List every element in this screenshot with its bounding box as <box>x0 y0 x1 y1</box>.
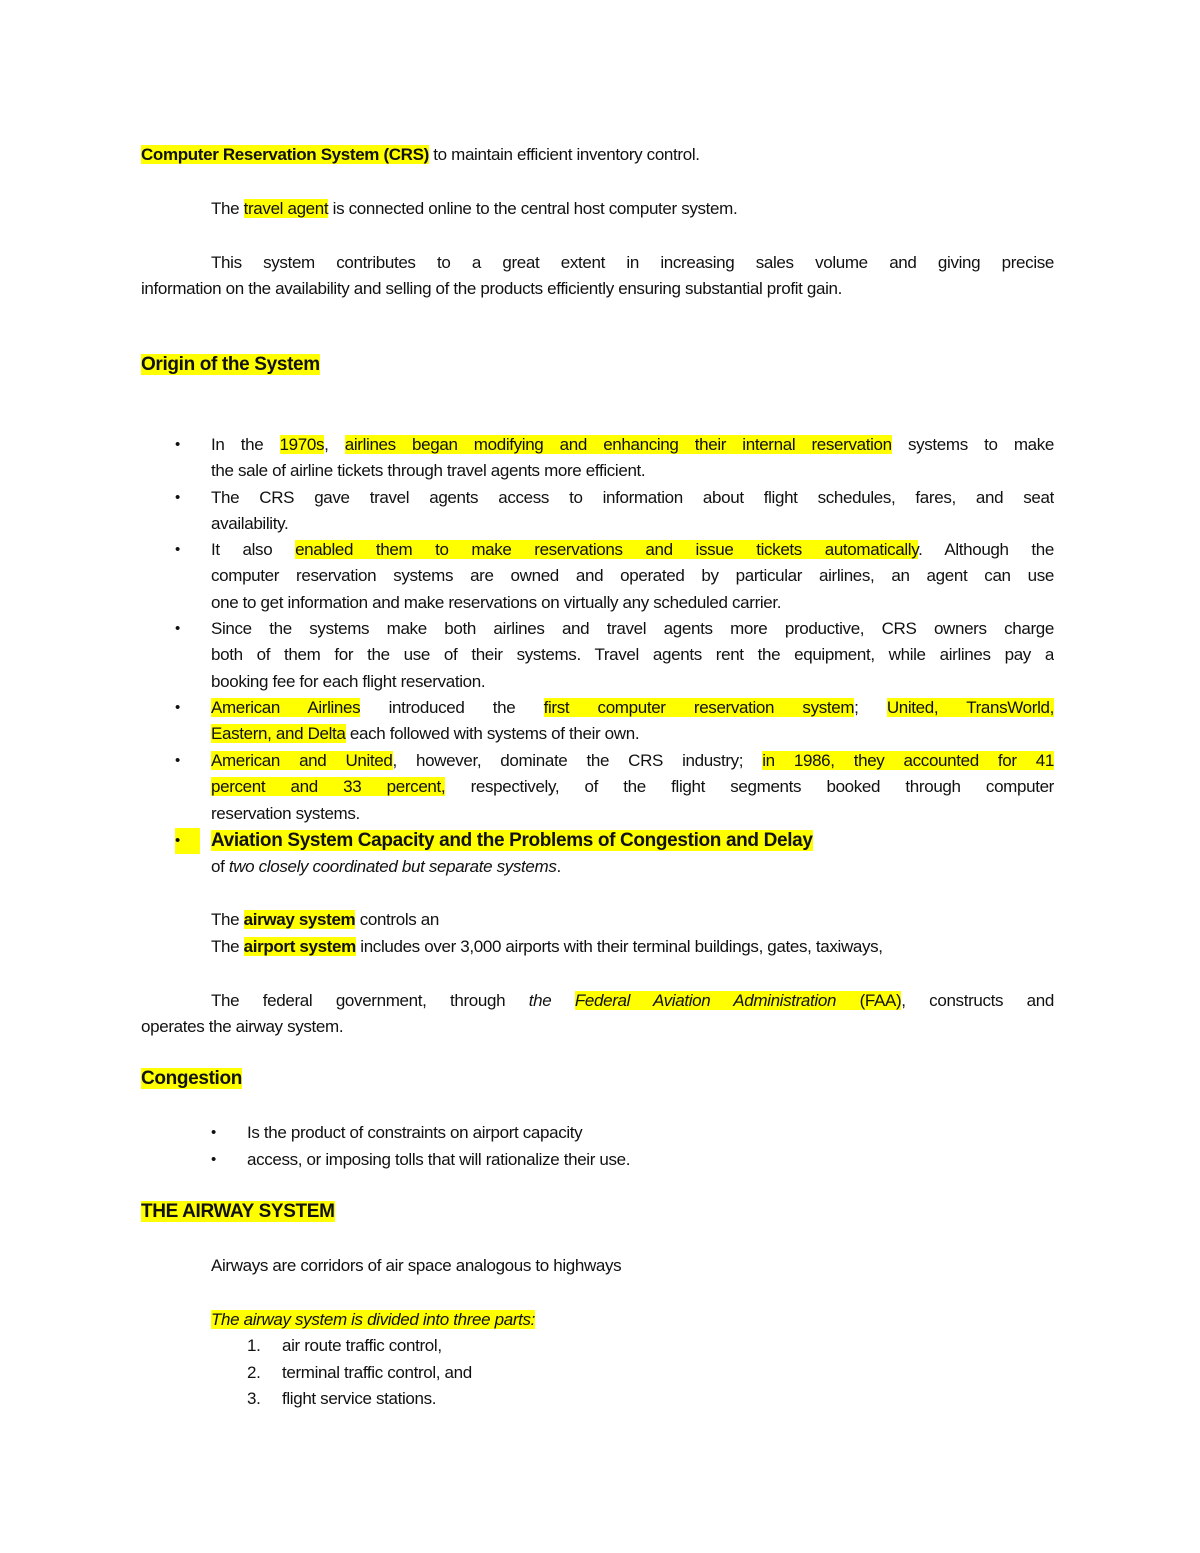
text-line <box>211 458 1054 484</box>
text-segment: the sale of airline tickets through travel agents more efficient. <box>211 461 646 481</box>
text-segment: . Although the <box>918 540 1054 559</box>
bullet-item-american-airlines <box>211 695 1054 748</box>
text-line <box>211 563 1054 589</box>
highlighted-text: airway system <box>243 910 356 929</box>
text-segment: Is the product of constraints on airport capacity <box>247 1123 583 1142</box>
text-line <box>211 590 1054 616</box>
highlighted-text: 1970s <box>279 435 325 454</box>
text-line <box>141 250 1054 276</box>
text-segment: Since the systems make both airlines and travel agents more productive, CRS owners charge <box>211 619 1054 638</box>
text-segment: information on the availability and selling of the products efficiently ensuring substantial profit gain. <box>141 279 842 299</box>
text-segment: computer reservation systems are owned and operated by particular airlines, an agent can use <box>211 566 1054 586</box>
text-line <box>141 1066 242 1092</box>
list-number: 1. <box>247 1336 261 1355</box>
text-segment: , constructs and <box>901 991 1054 1010</box>
text-line <box>141 142 1054 168</box>
text-line <box>211 721 1054 747</box>
text-segment: two closely coordinated but separate systems <box>228 857 557 876</box>
text-segment: is connected online to the central host computer system. <box>328 199 738 218</box>
highlighted-text: United, TransWorld, <box>886 698 1054 717</box>
bullet-icon: • <box>211 1151 216 1168</box>
text-segment: . <box>556 857 561 876</box>
text-line <box>247 1147 630 1173</box>
congestion-item-2 <box>247 1147 630 1173</box>
text-segment: respectively, of the flight segments booked through computer <box>445 777 1054 797</box>
text-segment: to maintain efficient inventory control. <box>428 145 700 164</box>
bullet-icon: • <box>175 699 180 716</box>
text-segment: This system contributes to a great extent in increasing sales volume and giving precise <box>211 253 1054 272</box>
bullet-icon: • <box>211 1124 216 1141</box>
airport-system-line <box>211 934 883 960</box>
three-parts-line <box>211 1307 535 1333</box>
bullet-item-crs-access <box>211 485 1054 538</box>
travel-agent-paragraph <box>211 196 1054 222</box>
bullet-item-1970s <box>211 432 1054 485</box>
contributes-paragraph <box>141 250 1054 303</box>
highlighted-text: American and United <box>211 751 393 770</box>
text-line <box>211 854 561 880</box>
text-line <box>211 934 883 960</box>
list-item-air-route <box>282 1333 442 1359</box>
highlighted-text: first computer reservation system <box>543 698 855 717</box>
text-segment: the <box>528 991 575 1010</box>
list-item-terminal <box>282 1360 472 1386</box>
airway-system-line <box>211 907 439 933</box>
text-line <box>211 801 1054 827</box>
text-line <box>211 511 1054 537</box>
text-segment: The <box>211 937 244 956</box>
congestion-heading <box>141 1066 242 1092</box>
origin-heading <box>141 352 320 378</box>
text-segment: The CRS gave travel agents access to information about flight schedules, fares, and seat <box>211 488 1054 507</box>
corridors-line <box>211 1253 621 1279</box>
highlighted-text: Federal Aviation Administration <box>574 991 837 1010</box>
highlighted-text: THE AIRWAY SYSTEM <box>141 1201 335 1222</box>
highlighted-text: Origin of the System <box>141 354 320 375</box>
bullet-item-market-share <box>211 748 1054 827</box>
text-line <box>282 1333 442 1359</box>
text-line <box>211 1253 621 1279</box>
highlighted-text: (FAA) <box>836 991 902 1010</box>
text-line <box>211 642 1054 668</box>
text-line <box>141 988 1054 1014</box>
text-line <box>211 432 1054 458</box>
text-segment: operates the airway system. <box>141 1017 344 1037</box>
text-segment: includes over 3,000 airports with their terminal buildings, gates, taxiways, <box>355 937 883 956</box>
highlighted-text: percent and 33 percent, <box>211 777 446 797</box>
text-line <box>211 196 1054 222</box>
text-segment: each followed with systems of their own. <box>345 724 640 744</box>
bullet-icon: • <box>175 436 180 453</box>
text-segment: , <box>324 435 345 454</box>
text-segment: systems to make <box>891 435 1054 454</box>
highlighted-text: Aviation System Capacity and the Problems of Congestion and Delay <box>211 830 813 851</box>
highlighted-text: travel agent <box>243 199 329 218</box>
text-segment: air route traffic control, <box>282 1336 442 1355</box>
text-line <box>211 537 1054 563</box>
text-segment: booking fee for each flight reservation. <box>211 671 486 691</box>
text-segment: one to get information and make reservations on virtually any scheduled carrier. <box>211 592 782 612</box>
airway-system-heading <box>141 1199 335 1225</box>
text-line <box>211 828 813 854</box>
bullet-icon: • <box>175 752 180 769</box>
text-line <box>141 352 320 378</box>
highlighted-text: The airway system is divided into three parts: <box>211 1310 536 1329</box>
text-line <box>141 276 1054 302</box>
text-segment: The <box>211 199 244 218</box>
text-segment: Airways are corridors of air space analogous to highways <box>211 1256 622 1275</box>
text-segment: terminal traffic control, and <box>282 1363 472 1382</box>
text-line <box>141 1014 1054 1040</box>
bullet-item-reservations <box>211 537 1054 616</box>
bullet-icon: • <box>175 489 180 506</box>
text-segment: introduced the <box>360 698 544 717</box>
text-line <box>211 748 1054 774</box>
highlighted-text: Eastern, and Delta <box>211 724 346 744</box>
text-segment: availability. <box>211 514 289 534</box>
text-line <box>211 695 1054 721</box>
text-segment: both of them for the use of their systems. Travel agents rent the equipment, while airlines pay a <box>211 645 1054 665</box>
crs-intro-paragraph <box>141 142 1054 168</box>
text-line <box>141 1199 335 1225</box>
text-segment: It also <box>211 540 296 559</box>
text-line <box>211 907 439 933</box>
highlighted-text: American Airlines <box>211 698 361 717</box>
text-segment: The federal government, through <box>211 991 529 1010</box>
text-line <box>211 485 1054 511</box>
bullet-icon: • <box>175 620 180 637</box>
text-line <box>211 1307 535 1333</box>
bullet-icon: • <box>175 828 200 854</box>
bullet-icon: • <box>175 541 180 558</box>
text-segment: , however, dominate the CRS industry; <box>392 751 763 770</box>
text-segment: flight service stations. <box>282 1389 437 1408</box>
text-line <box>211 616 1054 642</box>
text-segment: controls an <box>355 910 440 929</box>
text-segment: access, or imposing tolls that will rationalize their use. <box>247 1150 631 1169</box>
text-line <box>211 669 1054 695</box>
faa-paragraph <box>141 988 1054 1041</box>
text-line <box>247 1120 582 1146</box>
two-systems-line <box>211 854 561 880</box>
text-segment: reservation systems. <box>211 803 360 823</box>
list-number: 3. <box>247 1389 261 1408</box>
highlighted-text: airlines began modifying and enhancing their internal reservation <box>344 435 892 454</box>
highlighted-text: airport system <box>243 937 356 956</box>
bullet-item-owners-charge <box>211 616 1054 695</box>
highlighted-text: Congestion <box>141 1068 242 1089</box>
list-number: 2. <box>247 1363 261 1382</box>
text-line <box>282 1360 472 1386</box>
text-segment: ; <box>854 698 887 717</box>
bullet-item-aviation-capacity <box>211 828 813 854</box>
highlighted-text: enabled them to make reservations and issue tickets automatically <box>295 540 919 559</box>
text-segment: The <box>211 910 244 929</box>
text-segment: of <box>211 857 229 876</box>
text-segment: In the <box>211 435 280 454</box>
list-item-flight-service <box>282 1386 436 1412</box>
highlighted-text: in 1986, they accounted for 41 <box>762 751 1054 770</box>
text-line <box>211 774 1054 800</box>
congestion-item-1 <box>247 1120 582 1146</box>
highlighted-text: Computer Reservation System (CRS) <box>141 145 429 164</box>
text-line <box>282 1386 436 1412</box>
